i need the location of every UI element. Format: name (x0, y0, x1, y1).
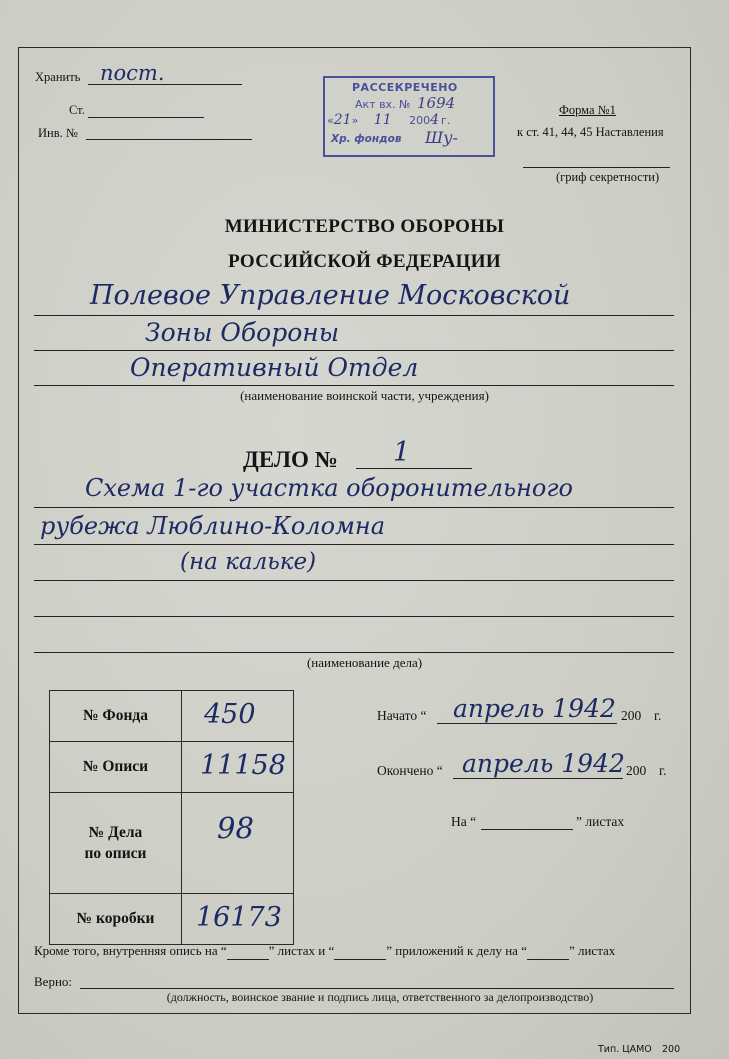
form-reference: к ст. 41, 44, 45 Наставления (517, 125, 664, 139)
unit-name-1: Полевое Управление Московской (90, 280, 571, 311)
ended-unit: г. (659, 763, 667, 778)
attachment-sheets-blank (527, 943, 569, 960)
stamp-fund-label: Хр. фондов (331, 133, 402, 145)
additional-text-3: ” приложений к делу на “ (386, 943, 527, 958)
case-line-3 (34, 580, 674, 581)
st-label: Ст. (69, 103, 85, 117)
inv-line (86, 139, 252, 140)
started-year: 200 (621, 708, 642, 723)
inventory-number-value: 11158 (200, 750, 286, 781)
keep-value: пост. (100, 61, 165, 85)
stamp-date-open: « (327, 114, 334, 127)
stamp-signature: Шу- (425, 128, 458, 147)
printer-mark: Тип. ЦАМО (598, 1044, 652, 1055)
box-number-value: 16173 (196, 902, 282, 933)
unit-caption: (наименование воинской части, учреждения) (240, 388, 489, 403)
case-line-5 (34, 652, 674, 653)
stamp-act-number: 1694 (417, 94, 456, 112)
ended-year: 200 (626, 763, 647, 778)
unit-name-2: Зоны Обороны (145, 318, 340, 347)
table-row (50, 894, 294, 945)
case-line-2 (34, 544, 674, 545)
printer-year: 200 (662, 1044, 681, 1055)
secrecy-caption: (гриф секретности) (556, 170, 660, 184)
reference-table (49, 690, 294, 945)
unit-line-1 (34, 315, 674, 316)
case-number-line (356, 468, 472, 469)
unit-line-2 (34, 350, 674, 351)
case-label: ДЕЛО № (243, 447, 338, 472)
additional-inventory-row (34, 943, 615, 960)
attachments-blank (334, 943, 386, 960)
inventory-number-cell (182, 742, 294, 793)
inv-label: Инв. № (38, 126, 78, 140)
table-row (50, 793, 294, 894)
unit-name-3: Оперативный Отдел (130, 353, 419, 382)
started-line (437, 723, 617, 724)
sheets-line (481, 829, 573, 830)
st-line (88, 117, 204, 118)
ministry-line-2: РОССИЙСКОЙ ФЕДЕРАЦИИ (228, 251, 501, 272)
case-inventory-value: 98 (217, 811, 254, 845)
started-value: апрель 1942 (453, 694, 616, 723)
correct-label: Верно: (34, 974, 73, 989)
started-label: Начато “ (377, 708, 427, 723)
additional-text-1: Кроме того, внутренняя опись на “ (34, 943, 227, 958)
case-title-3: (на кальке) (180, 549, 317, 575)
started-unit: г. (654, 708, 662, 723)
stamp-date-mid: » (351, 114, 359, 127)
additional-text-2: ” листах и “ (268, 943, 335, 958)
box-number-cell (182, 894, 294, 945)
sheets-label: На “ (451, 814, 477, 829)
inventory-number-label: № Описи (50, 742, 182, 793)
secrecy-line (523, 167, 670, 168)
case-line-1 (34, 507, 674, 508)
case-title-2: рубежа Люблино-Коломна (40, 512, 386, 540)
signature-line (80, 988, 674, 989)
stamp-date-row (327, 112, 487, 128)
stamp-date-year-prefix: 200 (409, 114, 431, 127)
stamp-date-day: 21 (333, 112, 352, 128)
case-number: 1 (393, 437, 411, 468)
case-caption: (наименование дела) (306, 655, 423, 670)
ministry-line-1: МИНИСТЕРСТВО ОБОРОНЫ (224, 216, 505, 237)
keep-label: Хранить (35, 70, 81, 84)
form-label: Форма №1 (559, 103, 616, 117)
stamp-title: РАССЕКРЕЧЕНО (352, 81, 458, 94)
case-inventory-cell (182, 793, 294, 894)
stamp-date-year-unit: г. (441, 114, 451, 127)
sheets-suffix: ” листах (576, 814, 625, 829)
fund-number-label: № Фонда (50, 691, 182, 742)
fund-number-cell (182, 691, 294, 742)
stamp-act-label: Акт вх. № (355, 98, 411, 111)
ended-line (453, 778, 623, 779)
table-row (50, 691, 294, 742)
box-number-label: № коробки (50, 894, 182, 945)
signature-caption: (должность, воинское звание и подпись лица, ответственного за делопроизводство) (166, 990, 594, 1004)
stamp-date-year-suffix: 4 (430, 112, 440, 128)
case-inventory-label: № Дела по описи (50, 793, 182, 894)
case-title-1: Схема 1-го участка оборонительного (85, 474, 573, 502)
stamp-date-month: 11 (373, 112, 392, 128)
unit-line-3 (34, 385, 674, 386)
case-line-4 (34, 616, 674, 617)
inventory-sheets-blank (227, 943, 269, 960)
table-row (50, 742, 294, 793)
fund-number-value: 450 (204, 699, 256, 730)
ended-value: апрель 1942 (462, 749, 625, 778)
ended-label: Окончено “ (377, 763, 443, 778)
declassified-stamp (323, 76, 495, 157)
additional-text-4: ” листах (568, 943, 616, 958)
